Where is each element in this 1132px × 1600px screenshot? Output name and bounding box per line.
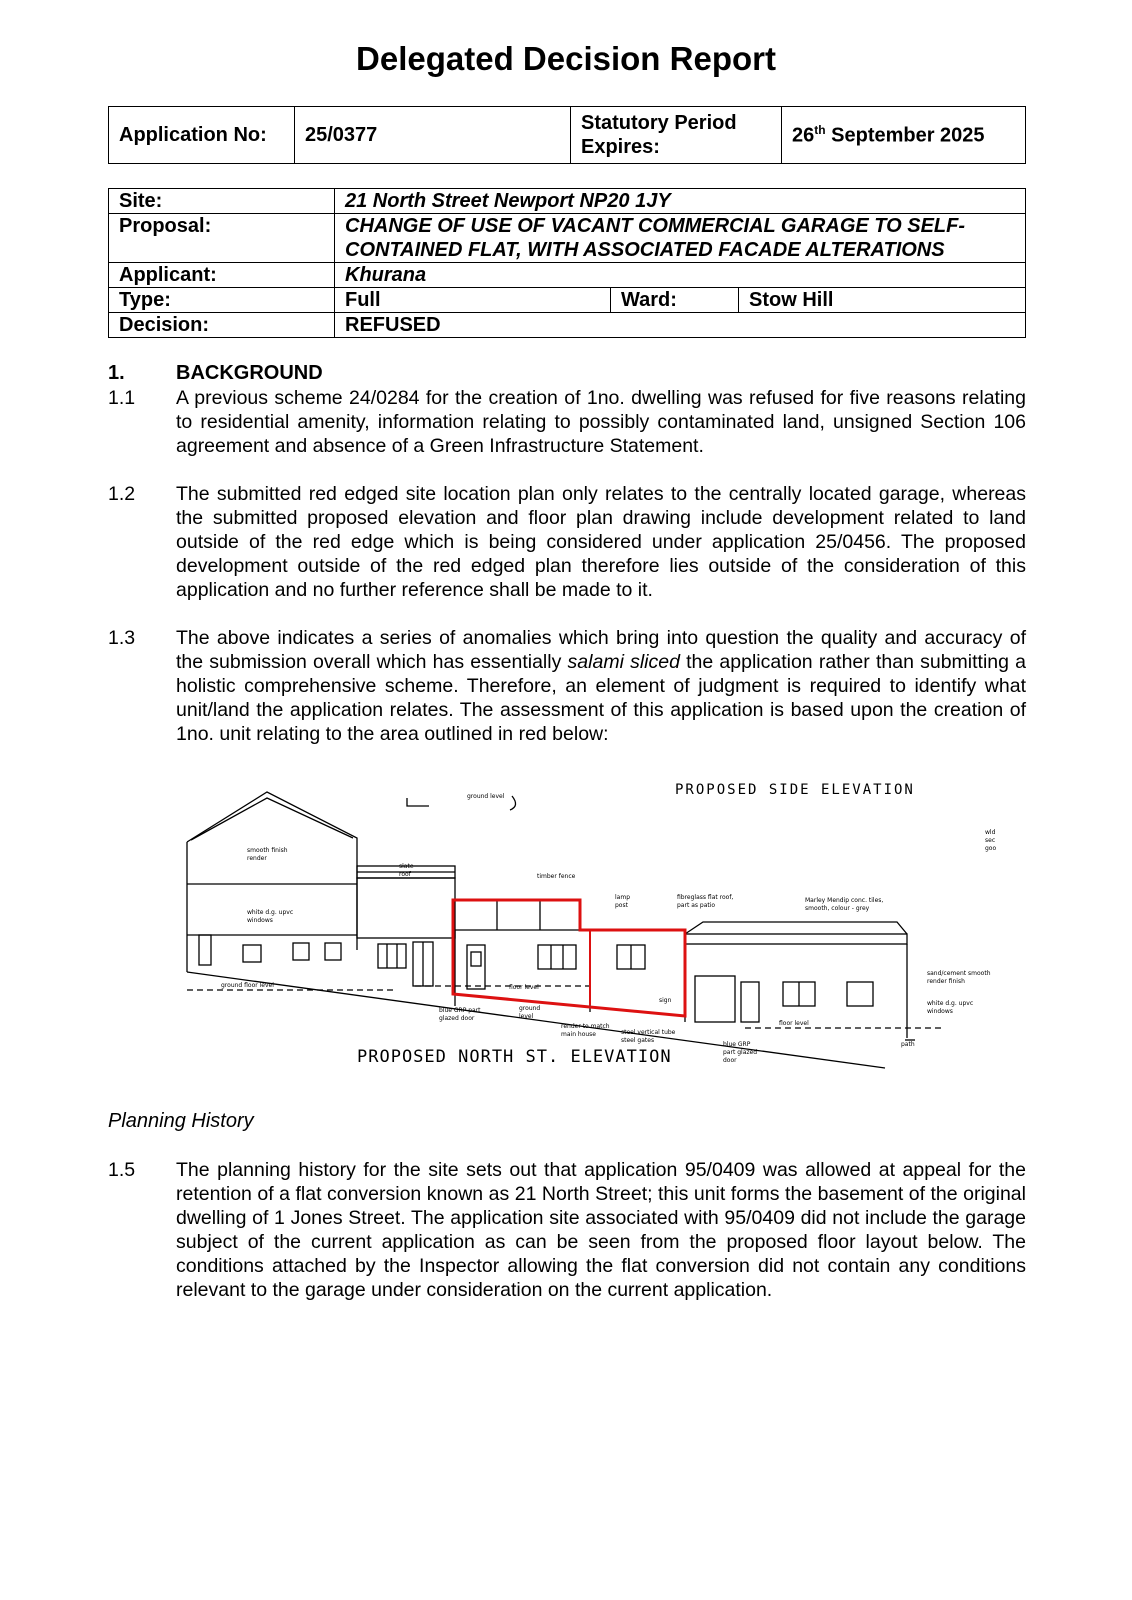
paragraph-1-1 (108, 386, 1026, 458)
planning-history-heading: Planning History (108, 1110, 254, 1132)
house-gable-inner (191, 798, 353, 840)
application-no-label: Application No: (109, 107, 295, 164)
side-elevation-caption: PROPOSED SIDE ELEVATION (675, 782, 915, 798)
drawing-label: lamp (615, 894, 630, 901)
drawing-label: door (723, 1057, 737, 1064)
paragraph-number: 1.2 (108, 483, 136, 505)
drawing-label: smooth, colour - grey (805, 905, 870, 912)
drawing-label: white d.g. upvc (247, 909, 294, 916)
drawing-label: Marley Mendip conc. tiles, (805, 897, 884, 904)
paragraph-text: The planning history for the site sets out that application 95/0409 was allowed at appeal for the retention of a flat conversion known as 21 North Street; this unit forms the basement of the original dwelling of 1 Jones Street. The application site associated with 95/0409 did not include the garage subject of the current application as can be seen from the proposed floor layout below. The conditions attached by the Inspector allowing the flat conversion did not contain any conditions relevant to the garage under consideration on the current application. (176, 1159, 1026, 1301)
site-label: Site: (109, 189, 335, 214)
paragraph-number: 1.3 (108, 627, 136, 649)
drawing-label: sec (985, 837, 996, 844)
application-area-outline (453, 900, 685, 1016)
application-summary-table (108, 106, 1026, 164)
roof-tiles (685, 934, 907, 944)
window (243, 945, 261, 962)
drawing-label: goo (985, 845, 997, 852)
extension-wall (357, 878, 455, 938)
type-value: Full (335, 288, 611, 313)
ward-value: Stow Hill (739, 288, 1026, 313)
drawing-label: render finish (927, 978, 965, 985)
applicant-label: Applicant: (109, 263, 335, 288)
bungalow-roof (685, 922, 907, 934)
drawing-label: windows (247, 917, 273, 924)
section-heading-background: 1. BACKGROUND (108, 362, 323, 384)
paragraph-text: The submitted red edged site location plan only relates to the centrally located garage, whereas the submitted proposed elevation and floor plan drawing include development related to land outside of the red edge which is being considered under application 25/0456. The proposed development outside of the red edged plan therefore lies outside of the consideration of this application and no further reference shall be made to it. (176, 483, 1026, 601)
drawing-label: level (519, 1013, 534, 1020)
proposal-label: Proposal: (109, 214, 335, 263)
drawing-label: roof (399, 871, 411, 878)
drawing-label: timber fence (537, 873, 576, 880)
leader-line (510, 796, 516, 810)
bungalow-window (847, 982, 873, 1006)
expiry-date: 26th September 2025 (782, 107, 1026, 164)
drawing-label: wld (985, 829, 996, 836)
drawing-label: fibreglass flat roof, (677, 894, 734, 901)
drawing-label: smooth finish (247, 847, 288, 854)
drawing-label: main house (561, 1031, 596, 1038)
paragraph-number: 1.5 (108, 1159, 136, 1181)
drawing-label: render (247, 855, 267, 862)
statutory-period-label: Statutory Period Expires: (571, 107, 782, 164)
drawing-caption: PROPOSED NORTH ST. ELEVATION (357, 1047, 672, 1067)
drawing-label: post (615, 902, 628, 909)
drawing-label: glazed door (439, 1015, 475, 1022)
gate (199, 935, 211, 965)
decision-label: Decision: (109, 313, 335, 338)
paragraph-1-3 (108, 626, 1026, 746)
gates (695, 976, 735, 1022)
proposed-elevation-drawing (185, 782, 1025, 1098)
application-no-value: 25/0377 (295, 107, 571, 164)
proposal-value: CHANGE OF USE OF VACANT COMMERCIAL GARAGE TO SELF-CONTAINED FLAT, WITH ASSOCIATED FACADE ALTERATIONS (335, 214, 1026, 263)
drawing-label: steel gates (621, 1037, 655, 1044)
ward-label: Ward: (611, 288, 739, 313)
drawing-label: part as patio (677, 902, 716, 909)
house-gable (187, 792, 357, 950)
drawing-label: blue GRP part (439, 1007, 481, 1014)
decision-value: REFUSED (335, 313, 1026, 338)
paragraph-1-2 (108, 482, 1026, 602)
drawing-label: white d.g. upvc (927, 1000, 974, 1007)
drawing-label: path (901, 1041, 915, 1048)
site-value: 21 North Street Newport NP20 1JY (335, 189, 1026, 214)
window (293, 943, 309, 960)
paragraph-text: A previous scheme 24/0284 for the creation of 1no. dwelling was refused for five reasons relating to residential amenity, information relating to possibly contaminated land, unsigned Section 106 agreement and absence of a Green Infrastructure Statement. (176, 387, 1026, 457)
drawing-label: floor level (509, 984, 539, 991)
drawing-label: ground (519, 1005, 541, 1012)
bungalow-door (741, 982, 759, 1022)
paragraph-number: 1.1 (108, 387, 136, 409)
garage-window (538, 945, 576, 969)
paragraph-text: The above indicates a series of anomalies which bring into question the quality and accuracy of the submission overall which has essentially salami sliced the application rather than submitting a holistic comprehensive scheme. Therefore, an element of judgment is required to identify what unit/land the application relates. The assessment of this application is based upon the creation of 1no. unit relating to the area outlined in red below: (176, 627, 1026, 745)
drawing-label: slate (399, 863, 414, 870)
drawing-label: blue GRP (723, 1041, 751, 1048)
drawing-label: ground floor level (221, 982, 274, 989)
window (325, 943, 341, 960)
door-glazing (471, 952, 481, 966)
drawing-label: steel vertical tube (621, 1029, 676, 1036)
application-details-table (108, 188, 1026, 338)
drawing-label: sand/cement smooth (927, 970, 991, 977)
drawing-label: render to match (561, 1023, 610, 1030)
applicant-value: Khurana (335, 263, 1026, 288)
page-title: Delegated Decision Report (356, 40, 776, 77)
drawing-label: sign (659, 997, 672, 1004)
window (378, 944, 406, 968)
drawing-fragment (407, 798, 429, 806)
drawing-label: part glazed (723, 1049, 758, 1056)
drawing-label: windows (927, 1008, 953, 1015)
paragraph-1-5 (108, 1158, 1026, 1302)
drawing-label: floor level (779, 1020, 809, 1027)
type-label: Type: (109, 288, 335, 313)
drawing-label: ground level (467, 793, 505, 800)
